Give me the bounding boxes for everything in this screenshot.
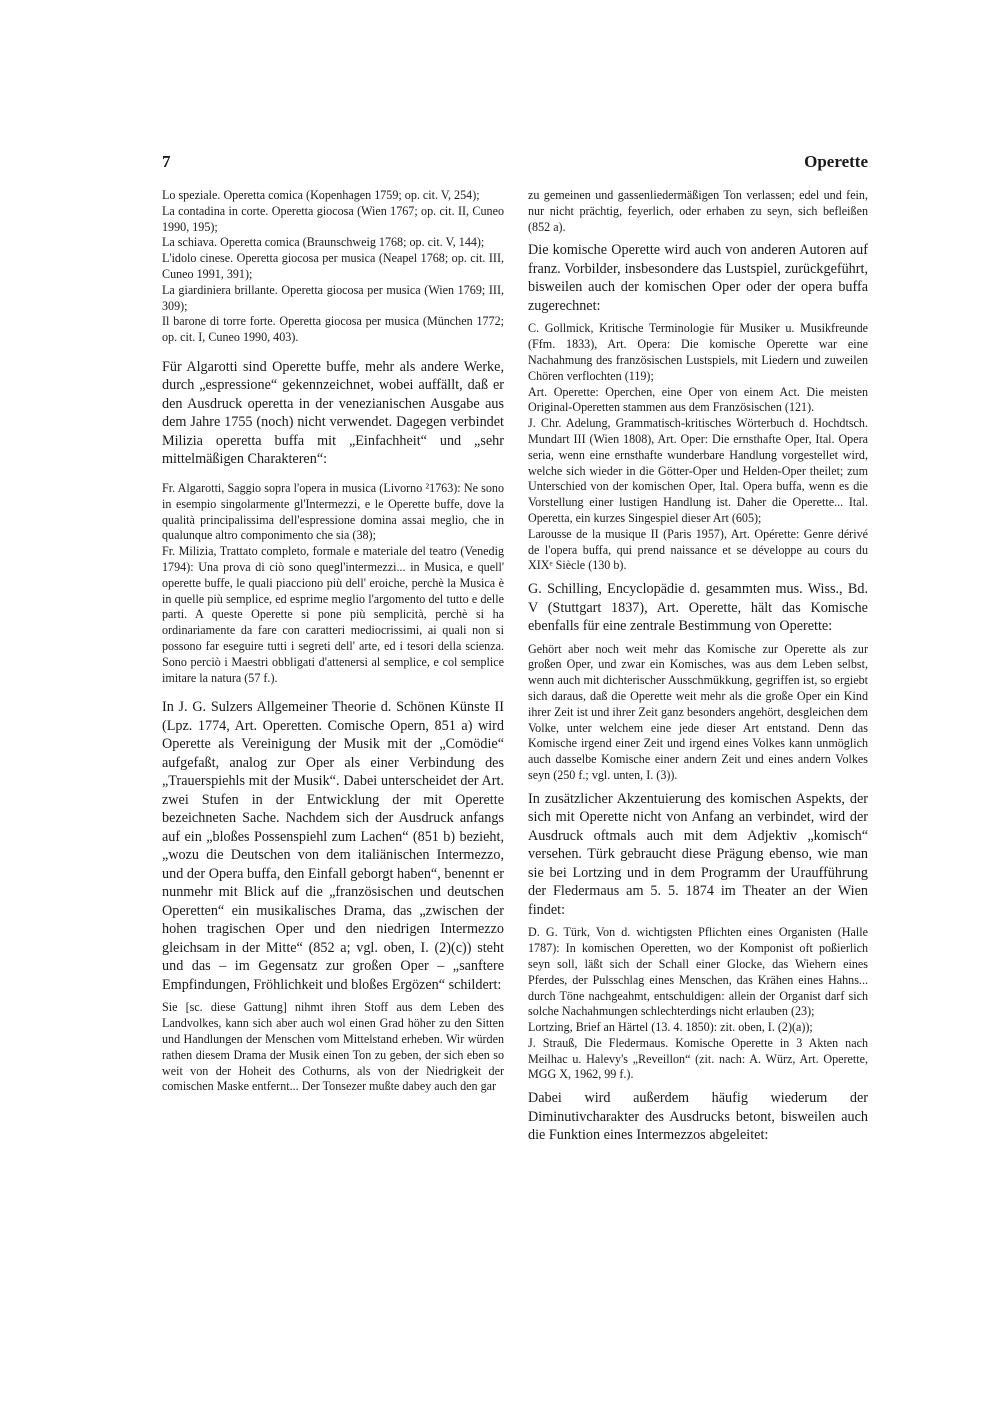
list-item: La contadina in corte. Operetta giocosa (Wien 1767; op. cit. II, Cuneo 1990, 195); bbox=[162, 203, 504, 234]
quote-block bbox=[528, 925, 868, 1083]
quote-entry: C. Gollmick, Kritische Terminologie für Musiker u. Musikfreunde (Ffm. 1833), Art. Opera: Die komische Operette war eine Nachahmung des französischen Lustspiels, mit Liedern und zuweilen Chören verflochten (119); bbox=[528, 321, 868, 383]
body-paragraph: Für Algarotti sind Operette buffe, mehr als andere Werke, durch „espressione“ gekennzeichnet, wobei auffällt, daß er den Ausdruck operetta in der venezianischen Ausgabe aus dem Jahre 1755 (noch) nicht verwendet. Dagegen verbindet Milizia operetta buffa mit „Einfachheit“ und „sehr mittelmäßigen Charakteren“: bbox=[162, 358, 504, 468]
quote-block bbox=[528, 321, 868, 574]
quote-entry: D. G. Türk, Von d. wichtigsten Pflichten eines Organisten (Halle 1787): In komischen Operetten, wo der Komponist oft poßierlich seyn soll, läßt sich der Schall einer Glocke, das Wiehern eines Pferdes, der Pulsschlag eines Menschen, das Krähen eines Hahns... durch Töne nachgeahmt, entschuldigen: allein der Organist darf sich solche Nachahmungen schlechterdings nicht erlauben (23); bbox=[528, 925, 868, 1019]
body-paragraph: G. Schilling, Encyclopädie d. gesammten mus. Wiss., Bd. V (Stuttgart 1837), Art. Operette, hält das Komische ebenfalls für eine zentrale Bestimmung von Operette: bbox=[528, 581, 868, 635]
page-header bbox=[162, 152, 868, 178]
list-item: La giardiniera brillante. Operetta giocosa per musica (Wien 1769; III, 309); bbox=[162, 282, 504, 313]
body-paragraph: In zusätzlicher Akzentuierung des komischen Aspekts, der sich mit Operette nicht von Anfang an verbindet, wird der Ausdruck oftmals auch mit dem Adjektiv „komisch“ versehen. Türk gebraucht diese Prägung ebenso, wie man sie bei Lortzing und in dem Programm der Uraufführung der Fledermaus am 5. 5. 1874 im Theater an der Wien findet: bbox=[528, 790, 868, 918]
page-number: 7 bbox=[162, 152, 171, 171]
list-item: Il barone di torre forte. Operetta giocosa per musica (München 1772; op. cit. I, Cuneo 1990, 403). bbox=[162, 314, 504, 345]
quote-block bbox=[162, 481, 504, 686]
body-paragraph: In J. G. Sulzers Allgemeiner Theorie d. Schönen Künste II (Lpz. 1774, Art. Operetten. Comische Opern, 851 a) wird Operette als Vereinigung der Musik mit der „Comödie“ aufgefaßt, analog zur Oper als einer Verbindung des „Trauerspiehls mit der Musik“. Dabei unterscheidet der Art. zwei Stufen in der Entwicklung der mit Operette bezeichneten Sache. Nachdem sich der Ausdruck anfangs auf ein „bloßes Possenspiehl zum Lachen“ (851 b) bezieht, „wozu die Deutschen von dem italiänischen Intermezzo, und der Opera buffa, den Einfall geborgt haben“, benennt er nunmehr mit Blick auf die „französischen und deutschen Operetten“ ein musikalisches Drama, das „zwischen der hohen tragischen Oper und den niedrigen Intermezzo gleichsam in der Mitte“ (852 a; vgl. oben, I. (2)(c)) steht und das – im Gegensatz zur großen Oper – „sanftere Empfindungen, Fröhlichkeit und bloßes Ergözen“ schildert: bbox=[162, 699, 504, 993]
quote-entry: J. Strauß, Die Fledermaus. Komische Operette in 3 Akten nach Meilhac u. Halevy's „Reveillon“ (zit. nach: A. Würz, Art. Operette, MGG X, 1962, 99 f.). bbox=[528, 1035, 868, 1082]
quote-entry: J. Chr. Adelung, Grammatisch-kritisches Wörterbuch d. Hochdtsch. Mundart III (Wien 1808), Art. Oper: Die ernsthafte Oper, Ital. Opera seria, wenn eine ernsthafte wunderbare Handlung vorgestellet wird, welche sich wieder in die Götter-Oper und Helden-Oper theilet; zum Unterschied von der komischen Oper, Ital. Opera buffa, wenn es die Vorstellung einer lustigen Handlung ist. Daher die Operette... Ital. Operetta, ein kurzes Singespiel dieser Art (605); bbox=[528, 416, 868, 525]
quote-entry: Lortzing, Brief an Härtel (13. 4. 1850): zit. oben, I. (2)(a)); bbox=[528, 1020, 813, 1035]
quote-entry: Sie [sc. diese Gattung] nihmt ihren Stoff aus dem Leben des Landvolkes, kann sich aber auch wol einen Grad höher zu den Sitten und Handlungen der Menschen vom Mittelstand erheben. Wir würden rathen diesem Drama der Musik einen Ton zu geben, der sich eben so weit von der Hoheit des Cothurns, als von der Niedrigkeit der comischen Maske entfernt... Der Tonsezer mußte dabey auch den gar bbox=[162, 1000, 504, 1094]
quote-entry: Fr. Milizia, Trattato completo, formale e materiale del teatro (Venedig 1794): Una prova di ciò sono quegl'intermezzi... in Musica, e quell' operette buffe, le quali piacciono più dell' eroiche, perchè la Musica è in quelle più semplice, ed esprime meglio l'argomento del tutto e delle parti. A queste Operette si pone più semplicità, perchè si ha ordinariamente da fare con caratteri mediocrissimi, ai quali non si possono far eseguire tutti i segreti dell' arte, ed i tesori della scienza. Sono perciò i Maestri obbligati d'attenersi al semplice, e col semplice imitare la natura (57 f.). bbox=[162, 544, 504, 685]
list-item: La schiava. Operetta comica (Braunschweig 1768; op. cit. V, 144); bbox=[162, 235, 485, 250]
body-paragraph: Die komische Operette wird auch von anderen Autoren auf franz. Vorbilder, insbesondere das Lustspiel, zurückgeführt, bisweilen auch der komischen Oper oder der opera buffa zugerechnet: bbox=[528, 242, 868, 314]
running-title: Operette bbox=[804, 152, 868, 171]
quote-entry: Art. Operette: Operchen, eine Oper von einem Act. Die meisten Original-Operetten stammen aus dem Französischen (121). bbox=[528, 384, 868, 415]
left-column bbox=[162, 188, 504, 1095]
quote-entry: Larousse de la musique II (Paris 1957), Art. Opérette: Genre dérivé de l'opera buffa, qui prend naissance et se développe au cours du XIXᵉ Siècle (130 b). bbox=[528, 526, 868, 573]
body-paragraph: Dabei wird außerdem häufig wiederum der Diminutivcharakter des Ausdrucks betont, bisweilen auch die Funktion eines Intermezzos abgeleitet: bbox=[528, 1090, 868, 1144]
quote-entry: Fr. Algarotti, Saggio sopra l'opera in musica (Livorno ²1763): Ne sono in esempio singolarmente gl'Intermezzi, e le Operette buffe, dove la qualità principalissima dell'espressione domina assai meglio, che in qualunque altro componimento che sia (38); bbox=[162, 480, 504, 543]
works-list bbox=[162, 188, 504, 346]
quote-entry: Gehört aber noch weit mehr das Komische zur Operette als zur großen Oper, und zwar ein Komisches, was aus dem Leben selbst, wenn auch mit dichterischer Ausschmükkung, gegriffen ist, so ergiebt sich daraus, daß die Operette weit mehr als die große Oper ein Kind ihrer Zeit ist und ihrer Zeit ganz besonders angehört, desgleichen dem Volke, unter welchem eine jede dieser Art entstand. Denn das Komische irgend einer Zeit und irgend eines Volkes kann unmöglich auch dasselbe Komische einer andern Zeit und eines andern Volkes seyn (250 f.; vgl. unten, I. (3)). bbox=[528, 641, 868, 783]
quote-entry: zu gemeinen und gassenliedermäßigen Ton verlassen; edel und fein, nur nicht prächtig, feyerlich, oder erhaben zu seyn, sich befleißen (852 a). bbox=[528, 188, 868, 234]
right-column bbox=[528, 188, 868, 1145]
list-item: Lo speziale. Operetta comica (Kopenhagen 1759; op. cit. V, 254); bbox=[162, 188, 480, 202]
list-item: L'idolo cinese. Operetta giocosa per musica (Neapel 1768; op. cit. III, Cuneo 1991, 391); bbox=[162, 251, 504, 281]
